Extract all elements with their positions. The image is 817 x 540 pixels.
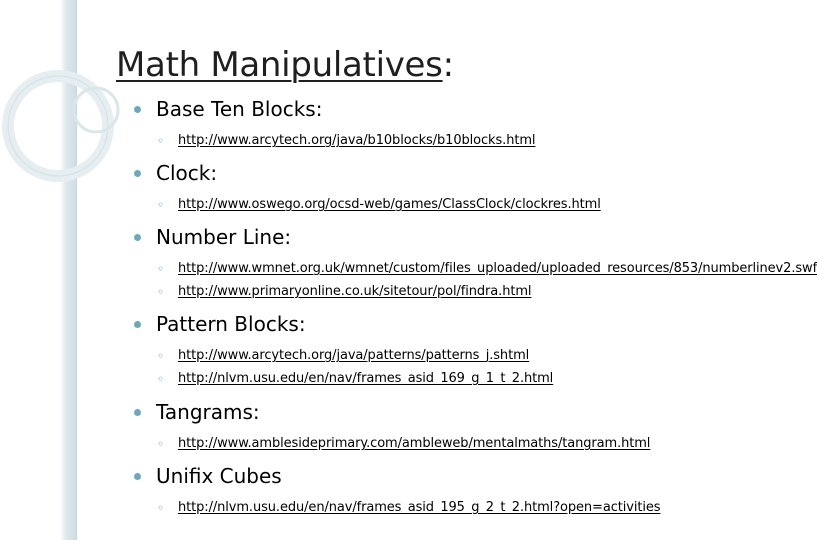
section-heading: Pattern Blocks: bbox=[156, 312, 306, 336]
section-heading: Unifix Cubes bbox=[156, 464, 282, 488]
page-title bbox=[116, 45, 454, 85]
bullet-icon bbox=[134, 234, 141, 241]
list-item bbox=[134, 96, 709, 149]
sub-bullet-icon: ◦ bbox=[157, 372, 165, 386]
resource-link[interactable]: http://nlvm.usu.edu/en/nav/frames_asid_169_g_1_t_2.html bbox=[178, 371, 554, 386]
sub-bullet-icon: ◦ bbox=[157, 437, 165, 451]
section-heading: Tangrams: bbox=[156, 400, 260, 424]
link-item bbox=[134, 348, 709, 364]
resource-link[interactable]: http://www.oswego.org/ocsd-web/games/ClassClock/clockres.html bbox=[178, 197, 601, 212]
resource-link[interactable]: http://www.wmnet.org.uk/wmnet/custom/files_uploaded/uploaded_resources/853/numberlinev2.swf bbox=[178, 261, 817, 276]
bullet-icon bbox=[134, 473, 141, 480]
sub-bullet-icon: ◦ bbox=[157, 285, 165, 299]
link-item bbox=[134, 261, 817, 277]
resource-link[interactable]: http://www.arcytech.org/java/patterns/patterns_j.shtml bbox=[178, 348, 530, 363]
sub-bullet-icon: ◦ bbox=[157, 134, 165, 148]
title-colon: : bbox=[442, 45, 454, 85]
bullet-icon bbox=[134, 409, 141, 416]
sub-bullet-icon: ◦ bbox=[157, 349, 165, 363]
list-item bbox=[134, 160, 709, 213]
sub-bullet-icon: ◦ bbox=[157, 198, 165, 212]
sub-bullet-icon: ◦ bbox=[157, 262, 165, 276]
link-item bbox=[134, 500, 709, 516]
list-item bbox=[134, 311, 709, 387]
resource-link[interactable]: http://www.amblesideprimary.com/ambleweb/mentalmaths/tangram.html bbox=[178, 436, 651, 451]
link-item bbox=[134, 371, 709, 387]
link-item bbox=[134, 133, 709, 149]
bullet-list bbox=[134, 96, 817, 516]
bullet-icon bbox=[134, 106, 141, 113]
link-item bbox=[134, 197, 709, 213]
title-text: Math Manipulatives bbox=[116, 45, 443, 85]
bullet-icon bbox=[134, 170, 141, 177]
section-heading: Number Line: bbox=[156, 225, 292, 249]
list-item bbox=[134, 224, 817, 300]
section-heading: Base Ten Blocks: bbox=[156, 97, 323, 121]
list-item bbox=[134, 463, 709, 516]
list-item bbox=[134, 399, 709, 452]
bullet-icon bbox=[134, 321, 141, 328]
sub-bullet-icon: ◦ bbox=[157, 501, 165, 515]
link-item bbox=[134, 436, 709, 452]
decorative-ring-large bbox=[8, 76, 108, 176]
resource-link[interactable]: http://www.arcytech.org/java/b10blocks/b10blocks.html bbox=[178, 133, 536, 148]
link-item bbox=[134, 284, 709, 300]
resource-link[interactable]: http://www.primaryonline.co.uk/sitetour/pol/findra.html bbox=[178, 284, 532, 299]
section-heading: Clock: bbox=[156, 161, 218, 185]
resource-link[interactable]: http://nlvm.usu.edu/en/nav/frames_asid_195_g_2_t_2.html?open=activities bbox=[178, 500, 661, 515]
decorative-rings bbox=[0, 0, 140, 240]
